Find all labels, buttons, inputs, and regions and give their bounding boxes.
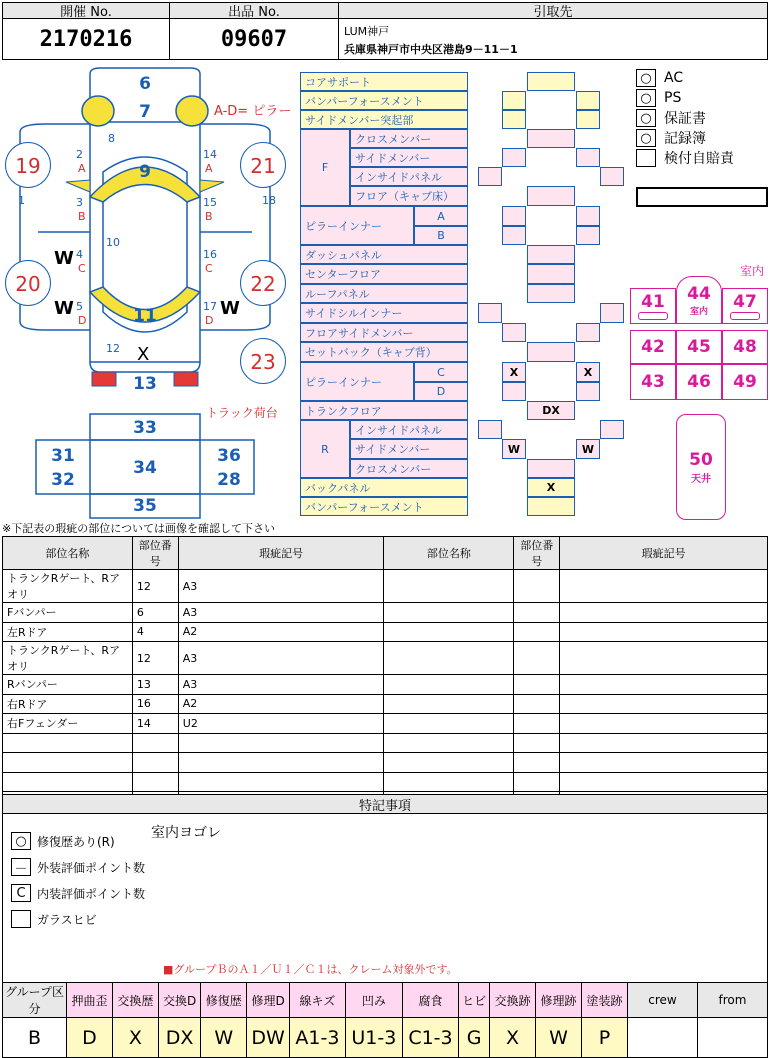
pickup-label: 引取先 (338, 2, 768, 19)
pillar-num-2: 2 (76, 148, 83, 161)
option-insurance: 検付自賠責 (664, 151, 734, 167)
remark-glass (11, 910, 97, 928)
cell: トランクRゲート、Rアオリ (3, 642, 133, 675)
legend-h-crew: crew (628, 983, 698, 1018)
frame-sill-left (478, 303, 502, 323)
cell (514, 570, 560, 603)
zone-31: 31 (51, 446, 75, 466)
cell: A3 (178, 675, 384, 695)
label-inside-panel-r: インサイドパネル (350, 420, 468, 439)
cell (3, 772, 133, 792)
label-inside-panel-f: インサイドパネル (350, 167, 468, 186)
frame-inside-r-right (600, 420, 624, 439)
frame-floor-side-left (502, 323, 526, 342)
blank-field (636, 187, 768, 207)
frame-bumper-r (527, 497, 575, 516)
remark-exterior (11, 858, 145, 876)
cell (384, 570, 514, 603)
label-bumper-reinforce-f: バンパーフォースメント (300, 91, 468, 110)
zone-11: 11 (133, 306, 157, 326)
remarks-box (2, 813, 768, 983)
table-row (3, 675, 768, 695)
interior-44-num: 44 (687, 283, 711, 304)
seat-icon (638, 312, 668, 320)
frame-floor-side-right (576, 323, 600, 342)
label-side-member-tip: サイドメンバー突起部 (300, 110, 468, 129)
legend-h-paint-mark: 塗装跡 (581, 983, 627, 1018)
car-diagram (0, 62, 300, 522)
cell (560, 714, 768, 734)
frame-back-panel: X (527, 478, 575, 497)
option-ps-check[interactable]: ○ (636, 89, 656, 107)
cell (560, 733, 768, 753)
label-core-support: コアサポート (300, 72, 468, 91)
zone-22: 22 (250, 272, 276, 296)
option-warranty-check[interactable]: ○ (636, 109, 656, 127)
zone-32: 32 (51, 470, 75, 490)
cell: 14 (132, 714, 178, 734)
label-center-floor: センターフロア (300, 264, 468, 284)
zone-21: 21 (250, 154, 276, 178)
cell (514, 603, 560, 623)
zone-1: 1 (18, 194, 25, 207)
pillar-num-3: 3 (76, 196, 83, 209)
frame-side-r-right: W (576, 439, 600, 459)
zone-35: 35 (133, 496, 157, 516)
frame-cross-f (527, 129, 575, 148)
cell (560, 603, 768, 623)
table-row (3, 714, 768, 734)
interior-50-sub: 天井 (691, 473, 711, 485)
options-list (636, 68, 734, 168)
cell (514, 714, 560, 734)
cell (514, 642, 560, 675)
cell: 12 (132, 570, 178, 603)
lot-label: 開催 No. (2, 2, 170, 19)
label-roof-panel: ルーフパネル (300, 284, 468, 303)
pillar-note: A-D= ピラー (214, 104, 292, 119)
frame-dash (527, 245, 575, 264)
cell: Fバンパー (3, 603, 133, 623)
remark-exterior-label: 外装評価ポイント数 (37, 860, 146, 875)
label-back-panel: バックパネル (300, 478, 468, 497)
cell (3, 733, 133, 753)
legend-v-repaired-d: DW (247, 1018, 290, 1058)
frame-center-floor (527, 264, 575, 284)
cell (514, 753, 560, 773)
col-part-no: 部位番号 (132, 537, 178, 570)
interior-41-num: 41 (641, 292, 665, 312)
frame-tip-left (502, 110, 526, 129)
zone-34: 34 (133, 458, 157, 478)
interior-50 (676, 414, 726, 520)
option-ac: AC (664, 70, 684, 86)
col-part-no-2: 部位番号 (514, 537, 560, 570)
cell: A3 (178, 603, 384, 623)
table-row (3, 753, 768, 773)
zone-12: 12 (106, 342, 120, 355)
zone-20: 20 (15, 272, 41, 296)
mark-w-left-d: W (54, 298, 74, 319)
frame-pillar-c-right: X (576, 362, 600, 382)
table-row (3, 733, 768, 753)
legend-v-repaired: W (201, 1018, 247, 1058)
pillar-num-14: 14 (203, 148, 217, 161)
pillar-letter-c-right: C (205, 262, 213, 275)
seat-icon (730, 312, 760, 320)
cell: A2 (178, 622, 384, 642)
frame-roof (527, 284, 575, 303)
frame-core-support (527, 72, 575, 91)
cell: A3 (178, 642, 384, 675)
pillar-letter-b-right: B (205, 210, 213, 223)
table-row (3, 694, 768, 714)
legend-table (2, 982, 768, 1058)
legend-v-dents: U1-3 (345, 1018, 402, 1058)
pillar-letter-b-left: B (78, 210, 86, 223)
interior-41 (630, 288, 676, 324)
cell: 右Fフェンダー (3, 714, 133, 734)
cell (3, 753, 133, 773)
interior-47-num: 47 (733, 292, 757, 312)
table-row (3, 603, 768, 623)
cell (514, 772, 560, 792)
cell (560, 772, 768, 792)
cell (384, 772, 514, 792)
remark-content: 室内ヨゴレ (151, 825, 221, 841)
frame-inside-f-right (600, 167, 624, 186)
col-part-name-2: 部位名称 (384, 537, 514, 570)
legend-v-corrosion: C1-3 (402, 1018, 458, 1058)
cell (178, 733, 384, 753)
frame-cross-r (527, 459, 575, 478)
mark-w-left-c: W (54, 248, 74, 269)
frame-side-f-left (502, 148, 526, 167)
label-side-member-r: サイドメンバー (350, 439, 468, 459)
cell: Rバンパー (3, 675, 133, 695)
cell (560, 694, 768, 714)
pillar-letter-a-left: A (78, 162, 86, 175)
legend-v-group: B (3, 1018, 67, 1058)
frame-pillar-d-right (576, 382, 600, 401)
interior-44 (676, 276, 722, 324)
frame-side-r-left: W (502, 439, 526, 459)
interior-44-sub: 室内 (689, 306, 708, 317)
zone-6: 6 (139, 74, 151, 94)
cell: 4 (132, 622, 178, 642)
option-ps: PS (664, 90, 682, 106)
interior-45: 45 (676, 330, 722, 364)
frame-inside-r-left (478, 420, 502, 439)
option-insurance-check[interactable] (636, 149, 656, 167)
cell: 16 (132, 694, 178, 714)
pillar-num-15: 15 (203, 196, 217, 209)
legend-h-repaired: 修復歴 (201, 983, 247, 1018)
interior-47 (722, 288, 768, 324)
frame-floor-cab (527, 186, 575, 206)
cell: 13 (132, 675, 178, 695)
cell (514, 694, 560, 714)
cell (514, 622, 560, 642)
remark-interior-label: 内装評価ポイント数 (37, 886, 146, 901)
label-pillar-b: B (414, 226, 468, 245)
label-pillar-inner-2: ピラーインナー (300, 362, 414, 401)
pillar-letter-c-left: C (78, 262, 86, 275)
cell (384, 603, 514, 623)
cell: 右Rドア (3, 694, 133, 714)
legend-h-from: from (698, 983, 768, 1018)
interior-43: 43 (630, 364, 676, 400)
zone-9: 9 (139, 162, 151, 182)
zone-28: 28 (217, 470, 241, 490)
cell (560, 570, 768, 603)
cell: A3 (178, 570, 384, 603)
legend-v-from (698, 1018, 768, 1058)
label-floor-cab: フロア（キャブ床） (350, 186, 468, 206)
frame-bumper-right (576, 91, 600, 110)
frame-pillar-c-left: X (502, 362, 526, 382)
cell: 12 (132, 642, 178, 675)
legend-v-repair-mark: W (536, 1018, 582, 1058)
frame-pillar-a-left (502, 206, 526, 226)
cell (384, 733, 514, 753)
frame-side-f-right (576, 148, 600, 167)
pillar-letter-a-right: A (205, 162, 213, 175)
legend-h-replace-mark: 交換跡 (490, 983, 536, 1018)
zone-19: 19 (15, 154, 41, 178)
table-row (3, 570, 768, 603)
frame-pillar-a-right (576, 206, 600, 226)
cell: U2 (178, 714, 384, 734)
zone-8: 8 (108, 132, 115, 145)
label-pillar-a: A (414, 206, 468, 226)
cell (560, 622, 768, 642)
option-record-check[interactable]: ○ (636, 129, 656, 147)
legend-h-replaced-d: 交換D (158, 983, 201, 1018)
legend-v-replaced: X (112, 1018, 158, 1058)
frame-pillar-b-left (502, 226, 526, 245)
label-side-sill-inner: サイドシルインナー (300, 303, 468, 323)
table-row (3, 622, 768, 642)
frame-inside-f-left (478, 167, 502, 186)
table-row (3, 642, 768, 675)
group-f: F (300, 129, 350, 206)
cell (560, 675, 768, 695)
label-pillar-c: C (414, 362, 468, 382)
remark-interior (11, 884, 145, 902)
label-bumper-reinforce-r: バンパーフォースメント (300, 497, 468, 516)
legend-h-dents: 凹み (345, 983, 402, 1018)
pickup-box (338, 18, 768, 60)
frame-pillar-b-right (576, 226, 600, 245)
legend-v-paint-mark: P (581, 1018, 627, 1058)
legend-v-dent: D (67, 1018, 113, 1058)
option-record: 記録簿 (664, 131, 706, 147)
cell (384, 714, 514, 734)
cell (384, 753, 514, 773)
remark-glass-check[interactable] (11, 910, 31, 928)
frame-pillar-d-left (502, 382, 526, 401)
damage-table (2, 536, 768, 812)
option-warranty: 保証書 (664, 111, 706, 127)
option-ac-check[interactable]: ○ (636, 69, 656, 87)
pillar-num-16: 16 (203, 248, 217, 261)
legend-v-replace-mark: X (490, 1018, 536, 1058)
zone-13: 13 (133, 374, 157, 394)
cell: トランクRゲート、Rアオリ (3, 570, 133, 603)
claim-note: ■グループＢのＡ１／Ｕ１／Ｃ１は、クレーム対象外です。 (163, 963, 458, 976)
item-number: 09607 (169, 18, 339, 60)
pillar-num-17: 17 (203, 300, 217, 313)
zone-36: 36 (217, 446, 241, 466)
cell (560, 642, 768, 675)
label-side-member-f: サイドメンバー (350, 148, 468, 167)
legend-h-group: グループ区分 (3, 983, 67, 1018)
label-pillar-d: D (414, 382, 468, 401)
frame-setback (527, 342, 575, 362)
cell (132, 772, 178, 792)
zone-18: 18 (262, 194, 276, 207)
mark-w-right-d: W (220, 298, 240, 319)
cell (178, 753, 384, 773)
remark-repair-label: 修復歴あり(R) (37, 834, 115, 849)
group-r: R (300, 420, 350, 478)
remark-glass-label: ガラスヒビ (37, 912, 97, 927)
label-floor-side-member: フロアサイドメンバー (300, 323, 468, 342)
remark-repair-check[interactable]: ○ (11, 832, 31, 850)
interior-46: 46 (676, 364, 722, 400)
frame-trunk-floor: DX (527, 401, 575, 420)
frame-sill-right (600, 303, 624, 323)
remarks-title: 特記事項 (2, 794, 768, 814)
interior-42: 42 (630, 330, 676, 364)
lot-number: 2170216 (2, 18, 170, 60)
label-trunk-floor: トランクフロア (300, 401, 468, 420)
remark-interior-check[interactable]: C (11, 884, 31, 902)
cell: A2 (178, 694, 384, 714)
cell (132, 733, 178, 753)
truck-bed-label: トラック荷台 (206, 406, 278, 420)
cell: 左Rドア (3, 622, 133, 642)
item-label: 出品 No. (169, 2, 339, 19)
cell: 6 (132, 603, 178, 623)
label-cross-member-f: クロスメンバー (350, 129, 468, 148)
legend-h-scratch: 線キズ (289, 983, 345, 1018)
zone-23: 23 (250, 350, 276, 374)
legend-h-corrosion: 腐食 (402, 983, 458, 1018)
label-cross-member-r: クロスメンバー (350, 459, 468, 478)
legend-h-replaced: 交換歴 (112, 983, 158, 1018)
table-row (3, 772, 768, 792)
legend-v-crack: G (459, 1018, 490, 1058)
frame-bumper-left (502, 91, 526, 110)
legend-h-dent: 押曲歪 (67, 983, 113, 1018)
label-pillar-inner-1: ピラーインナー (300, 206, 414, 245)
col-part-name: 部位名称 (3, 537, 133, 570)
mark-x-12: X (137, 344, 150, 365)
interior-49: 49 (722, 364, 768, 400)
pillar-letter-d-left: D (78, 314, 87, 327)
note-top: ※下記表の瑕疵の部位については画像を確認して下さい (2, 522, 275, 535)
pillar-num-4: 4 (76, 248, 83, 261)
cell (514, 733, 560, 753)
legend-v-crew (628, 1018, 698, 1058)
interior-48: 48 (722, 330, 768, 364)
frame-tip-right (576, 110, 600, 129)
interior-50-num: 50 (689, 449, 713, 470)
label-dash-panel: ダッシュパネル (300, 245, 468, 264)
col-defect: 瑕疵記号 (178, 537, 384, 570)
label-setback: セットバック（キャブ背） (300, 342, 468, 362)
cell (514, 675, 560, 695)
legend-h-repaired-d: 修理D (247, 983, 290, 1018)
pickup-address: 兵庫県神戸市中央区港島9－11－1 (344, 43, 518, 56)
interior-title: 室内 (740, 264, 765, 278)
legend-v-replaced-d: DX (158, 1018, 201, 1058)
col-defect-2: 瑕疵記号 (560, 537, 768, 570)
cell (560, 753, 768, 773)
cell (178, 772, 384, 792)
zone-7: 7 (139, 102, 151, 122)
cell (384, 694, 514, 714)
pickup-name: LUM神戸 (344, 25, 390, 38)
zone-10: 10 (106, 236, 120, 249)
pillar-letter-d-right: D (205, 314, 214, 327)
cell (384, 675, 514, 695)
cell (132, 753, 178, 773)
pillar-num-5: 5 (76, 300, 83, 313)
remark-repair (11, 832, 115, 850)
zone-33: 33 (133, 418, 157, 438)
legend-v-scratch: A1-3 (289, 1018, 345, 1058)
remark-exterior-check[interactable]: － (11, 858, 31, 876)
cell (384, 642, 514, 675)
legend-h-repair-mark: 修理跡 (536, 983, 582, 1018)
legend-h-crack: ヒビ (459, 983, 490, 1018)
cell (384, 622, 514, 642)
